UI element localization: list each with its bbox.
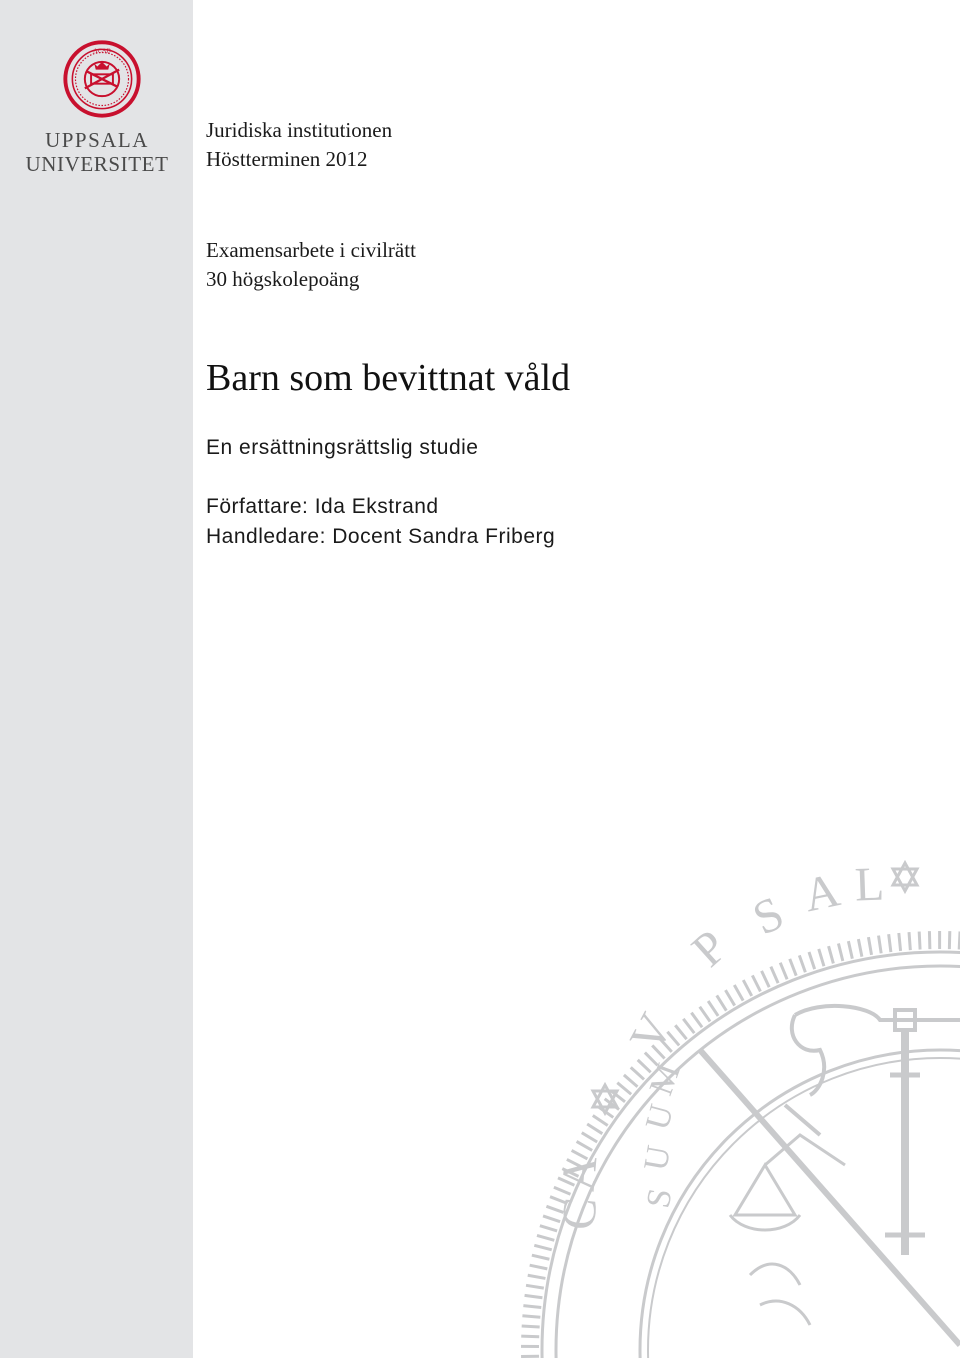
thesis-info-block: [206, 236, 416, 294]
svg-text:M: M: [642, 1058, 688, 1100]
svg-text:ACAD: ACAD: [93, 47, 111, 55]
logo-name-line-2: UNIVERSITET: [25, 152, 169, 176]
svg-text:S: S: [639, 1185, 680, 1211]
svg-text:U: U: [638, 1100, 681, 1134]
people-block: [206, 492, 555, 552]
svg-text:C: C: [551, 1195, 608, 1232]
svg-text:P: P: [681, 919, 738, 978]
sidebar: [0, 0, 193, 1358]
term: Höstterminen 2012: [206, 147, 368, 171]
svg-text:S: S: [745, 886, 792, 946]
department-block: [206, 116, 392, 174]
university-seal-icon: [63, 40, 141, 118]
department-name: Juridiska institutionen: [206, 118, 393, 142]
supervisor: Handledare: Docent Sandra Friberg: [206, 525, 556, 548]
author: Författare: Ida Ekstrand: [206, 495, 439, 518]
subtitle: En ersättningsrättslig studie: [206, 436, 479, 459]
watermark: [520, 815, 960, 1358]
svg-text:A: A: [551, 1154, 608, 1194]
svg-text:U: U: [637, 1142, 679, 1174]
university-logo: [22, 40, 172, 180]
credits: 30 högskolepoäng: [206, 267, 360, 291]
university-seal-watermark-icon: [520, 815, 960, 1358]
svg-text:V: V: [619, 1004, 683, 1061]
logo-name-line-1: UPPSALA: [45, 128, 149, 152]
page-title: Barn som bevittnat våld: [206, 357, 571, 399]
course-name: Examensarbete i civilrätt: [206, 238, 416, 262]
svg-text:L: L: [853, 857, 886, 912]
svg-text:A: A: [799, 863, 845, 923]
